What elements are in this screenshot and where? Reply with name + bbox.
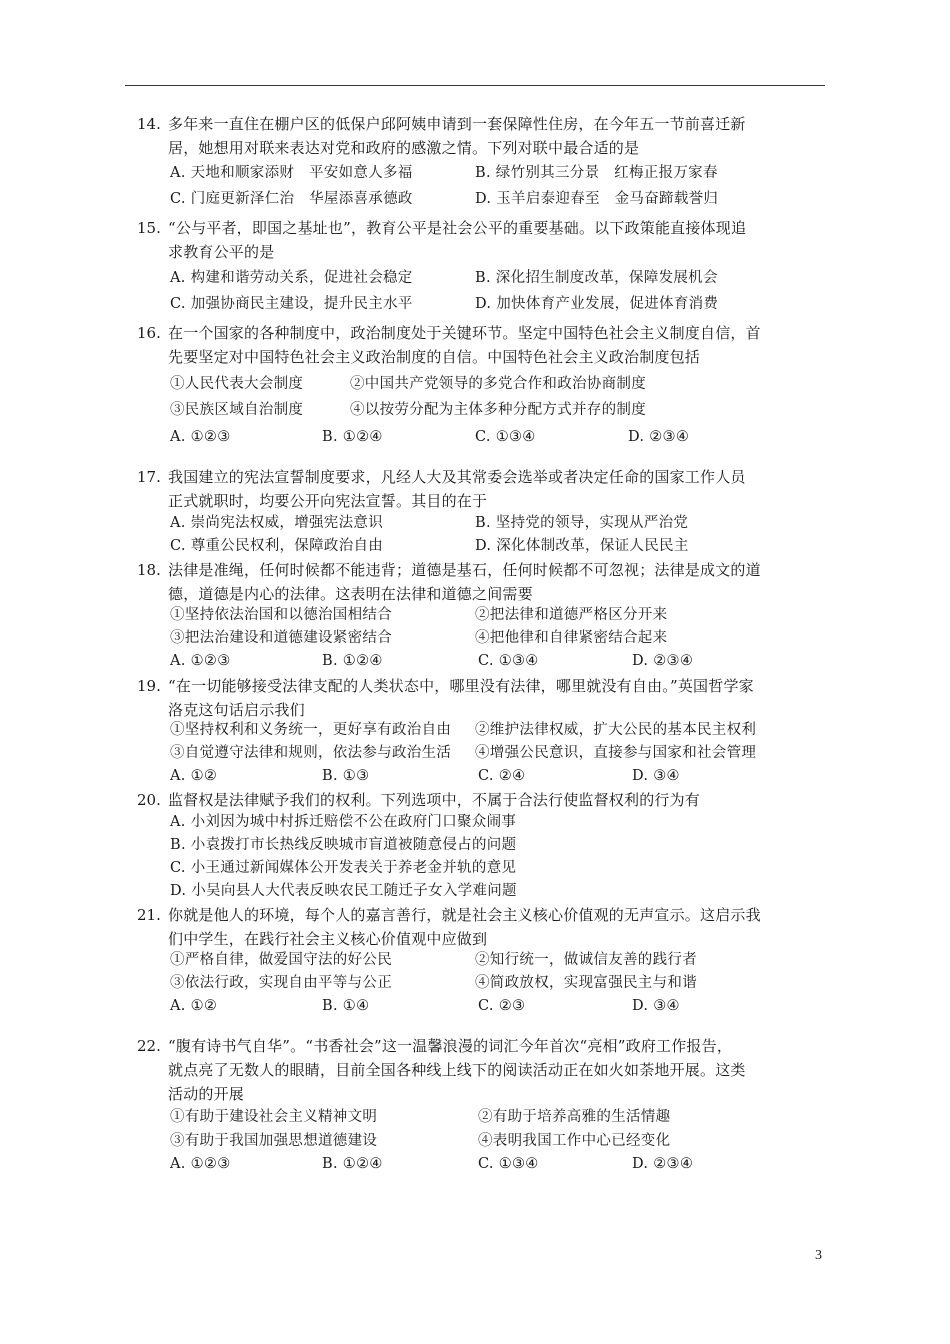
option-d: D. 深化体制改革，保证人民民主 [475,538,689,554]
question-number: 19. [137,677,161,695]
statement-3: ③依法行政，实现自由平等与公正 [170,975,392,991]
option-c: C. 门庭更新泽仁治 华屋添喜承德政 [170,191,413,207]
stem-line: “在一切能够接受法律支配的人类状态中，哪里没有法律，哪里就没有自由。”英国哲学家 [168,677,754,695]
option-a: A. ①② [170,768,218,784]
option-d: D. ②③④ [632,1156,694,1172]
stem-line: 法律是准绳，任何时候都不能违背；道德是基石，任何时候都不可忽视；法律是成文的道 [168,561,761,579]
question-number: 17. [137,468,161,486]
question-number: 16. [137,324,161,342]
stem-line: 居，她想用对联来表达对党和政府的感激之情。下列对联中最合适的是 [168,139,640,157]
statement-4: ④增强公民意识，直接参与国家和社会管理 [475,745,757,761]
option-d: D. 小吴向县人大代表反映农民工随迁子女入学难问题 [170,883,517,899]
question-stem [168,1034,813,1106]
question-stem [168,216,813,264]
option-b: B. 坚持党的领导，实现从严治党 [475,515,689,531]
option-c: C. ①③④ [478,653,539,669]
stem-line: “腹有诗书气自华”。“书香社会”这一温馨浪漫的词汇今年首次“亮相”政府工作报告， [168,1037,733,1055]
question-number: 15. [137,219,161,237]
question-number: 18. [137,561,161,579]
option-b: B. ①②④ [322,429,383,445]
page-number: 3 [815,1248,822,1263]
option-c: C. ②③ [478,998,526,1014]
statement-3: ③有助于我国加强思想道德建设 [170,1133,378,1149]
question-number: 14. [137,115,161,133]
stem-line: “公与平者，即国之基址也”，教育公平是社会公平的重要基础。以下政策能直接体现追 [168,219,747,237]
statement-1: ①坚持依法治国和以德治国相结合 [170,607,392,623]
option-d: D. ②③④ [632,653,694,669]
question-stem [168,465,813,513]
option-b: B. ①②④ [322,1156,383,1172]
option-c: C. 尊重公民权利，保障政治自由 [170,538,384,554]
stem-line: 你就是他人的环境，每个人的嘉言善行，就是社会主义核心价值观的无声宣示。这启示我 [168,906,761,924]
option-d: D. ③④ [632,998,680,1014]
statement-2: ②把法律和道德严格区分开来 [475,607,668,623]
stem-line: 我国建立的宪法宣誓制度要求，凡经人大及其常委会选举或者决定任命的国家工作人员 [168,468,746,486]
statement-1: ①有助于建设社会主义精神文明 [170,1109,378,1125]
question-number: 20. [137,791,161,809]
stem-line: 在一个国家的各种制度中，政治制度处于关键环节。坚定中国特色社会主义制度自信，首 [168,324,761,342]
question-stem [168,558,813,606]
question-stem [168,903,813,951]
option-b: B. ①②④ [322,653,383,669]
option-d: D. ②③④ [628,429,690,445]
stem-line: 德，道德是内心的法律。这表明在法律和道德之间需要 [168,585,533,603]
statement-2: ②维护法律权威，扩大公民的基本民主权利 [475,722,757,738]
statement-1: ①严格自律，做爱国守法的好公民 [170,952,392,968]
question-number: 22. [137,1037,161,1055]
option-a: A. 天地和顺家添财 平安如意人多福 [170,165,413,181]
header-rule [125,85,825,86]
option-c: C. 小王通过新闻媒体公开发表关于养老金并轨的意见 [170,860,517,876]
stem-line: 洛克这句话启示我们 [168,701,305,719]
statement-1: ①人民代表大会制度 [170,376,304,392]
stem-line: 先要坚定对中国特色社会主义政治制度的自信。中国特色社会主义政治制度包括 [168,348,701,366]
stem-line: 多年来一直住在棚户区的低保户邱阿姨申请到一套保障性住房，在今年五一节前喜迁新 [168,115,746,133]
statement-3: ③把法治建设和道德建设紧密结合 [170,630,392,646]
question-stem [168,674,813,722]
question-number: 21. [137,906,161,924]
stem-line: 求教育公平的是 [168,243,275,261]
option-d: D. 加快体育产业发展，促进体育消费 [475,296,719,312]
option-b: B. 小袁拨打市长热线反映城市盲道被随意侵占的问题 [170,837,517,853]
option-c: C. ①③④ [475,429,536,445]
stem-line: 活动的开展 [168,1085,245,1103]
option-a: A. ①②③ [170,653,231,669]
statement-3: ③自觉遵守法律和规则，依法参与政治生活 [170,745,452,761]
option-a: A. 构建和谐劳动关系，促进社会稳定 [170,270,413,286]
statement-1: ①坚持权利和义务统一，更好享有政治自由 [170,722,452,738]
statement-4: ④简政放权，实现富强民主与和谐 [475,975,697,991]
statement-4: ④以按劳分配为主体多种分配方式并存的制度 [350,402,646,418]
option-a: A. ①② [170,998,218,1014]
option-a: A. 崇尚宪法权威，增强宪法意识 [170,515,383,531]
option-a: A. ①②③ [170,1156,231,1172]
option-d: D. 玉羊启泰迎春至 金马奋蹄载誉归 [475,191,719,207]
option-d: D. ③④ [632,768,680,784]
statement-4: ④表明我国工作中心已经变化 [478,1133,671,1149]
option-b: B. ①③ [322,768,370,784]
stem-line: 正式就职时，均要公开向宪法宣誓。其目的在于 [168,492,488,510]
statement-2: ②有助于培养高雅的生活情趣 [478,1109,671,1125]
option-b: B. ①④ [322,998,370,1014]
option-a: A. 小刘因为城中村拆迁赔偿不公在政府门口聚众闹事 [170,814,517,830]
statement-2: ②知行统一，做诚信友善的践行者 [475,952,697,968]
question-stem [168,788,813,812]
option-a: A. ①②③ [170,429,231,445]
question-stem [168,321,813,369]
statement-3: ③民族区域自治制度 [170,402,304,418]
stem-line: 监督权是法律赋予我们的权利。下列选项中，不属于合法行使监督权利的行为有 [168,791,701,809]
stem-line: 就点亮了无数人的眼睛，目前全国各种线上线下的阅读活动正在如火如荼地开展。这类 [168,1061,746,1079]
option-c: C. ②④ [478,768,526,784]
stem-line: 们中学生，在践行社会主义核心价值观中应做到 [168,930,488,948]
statement-2: ②中国共产党领导的多党合作和政治协商制度 [350,376,646,392]
option-b: B. 绿竹别其三分景 红梅正报万家春 [475,165,718,181]
option-b: B. 深化招生制度改革，保障发展机会 [475,270,718,286]
option-c: C. ①③④ [478,1156,539,1172]
option-c: C. 加强协商民主建设，提升民主水平 [170,296,413,312]
statement-4: ④把他律和自律紧密结合起来 [475,630,668,646]
question-stem [168,112,813,160]
